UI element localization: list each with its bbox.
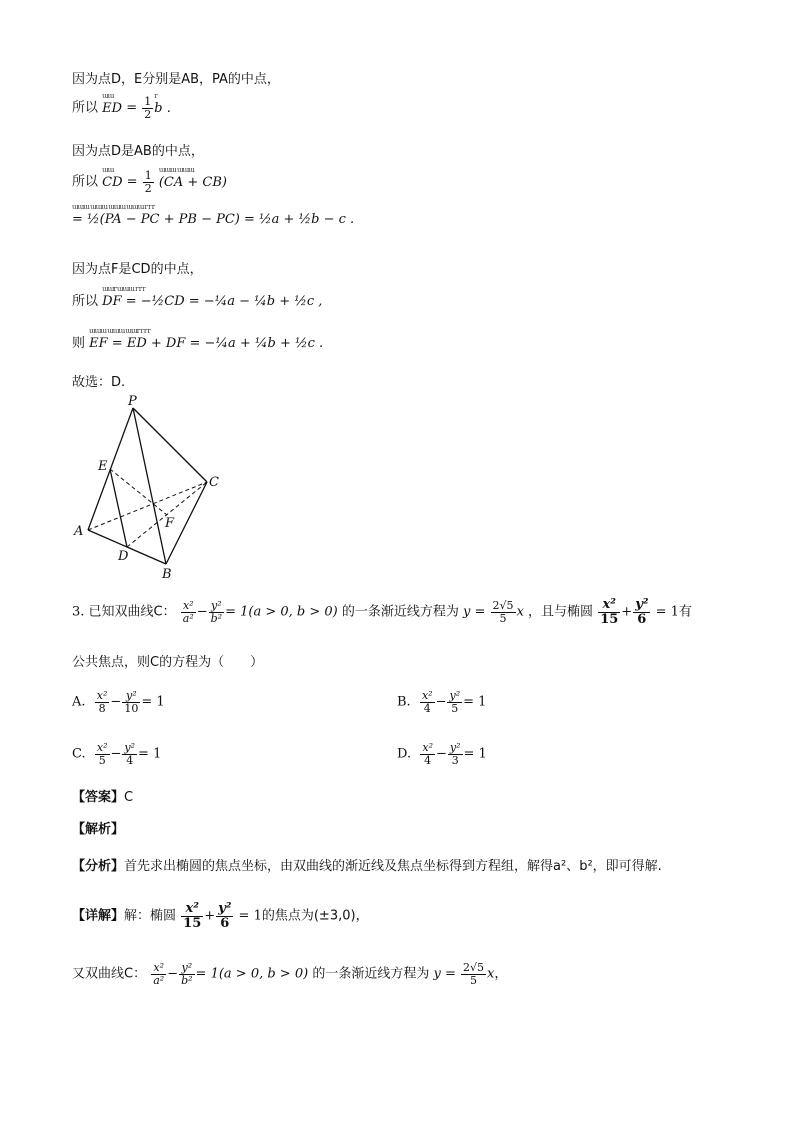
solution-line-4: 所以 ɯɯ CD = $\frac{1}{2}$ ɯɯɯ ɯɯɯ (CA + CB) (72, 165, 227, 195)
answer-value: C (124, 790, 134, 805)
edge-pb (133, 408, 166, 564)
solution-line-3: 因为点D是AB的中点， (72, 144, 204, 159)
analysis-tag: 【解析】 (72, 822, 125, 837)
detail-line-1: 【详解】解：椭圆 $\frac{\text{x²}}{15}$ + $\frac{\text{y²}}{6}$ = 1的焦点为(±3,0)， (72, 901, 369, 931)
solution-line-6: 因为点F是CD的中点， (72, 262, 203, 277)
question-text-d: 有 (678, 604, 692, 620)
question-3-line-2: 公共焦点，则C的方程为（ ） (72, 655, 264, 670)
solution-line-5: ɯɯɯ ɯɯɯ ɯɯɯ ɯɯɯ r r r = ½(PA − PC + PB − PC) = ½a + ½b − c . (72, 203, 355, 227)
solution-line-8-prefix: 则 (72, 336, 86, 351)
edge-pc (133, 408, 207, 482)
label-e: E (98, 459, 108, 474)
label-c: C (209, 475, 219, 490)
label-b: B (162, 567, 172, 582)
detail-line2-a: 又双曲线C： (72, 966, 147, 982)
segment-ed (110, 469, 127, 547)
option-b: B. $\frac{\text{x²}}{4}$ − $\frac{\text{y²}}{5}$ = 1 (397, 689, 487, 715)
option-d-label: D. (397, 746, 412, 762)
question-text-c: ，且与椭圆 (528, 604, 594, 620)
detail-line-2: 又双曲线C： $\frac{\text{x²}}{\text{a²}}$ − $\frac{\text{y²}}{\text{b²}}$ = 1(a > 0, b > 0) 的一条渐近线方程为 y = $\frac{2√5}{5}$ x， (72, 961, 508, 987)
solution-line-7: 所以 ɯɯr ɯɯɯ r r r DF = −½CD = −¼a − ¼b + ½c , (72, 285, 323, 309)
question-text-a: 已知双曲线C： (88, 604, 176, 620)
fenxi-tag: 【分析】 (72, 859, 125, 874)
detail-text-b: 的焦点为(±3,0)， (261, 908, 369, 924)
option-a-label: A. (72, 694, 86, 710)
fenxi-line (72, 855, 662, 874)
solution-line-9: 故选：D. (72, 375, 126, 390)
detail-text-a: 解：椭圆 (124, 908, 177, 924)
answer-tag: 【答案】 (72, 790, 125, 805)
detail-line2-b: 的一条渐近线方程为 (312, 966, 430, 982)
detail-tag: 【详解】 (72, 908, 125, 924)
label-a: A (74, 524, 84, 539)
question-3-line-1: 3. 已知双曲线C： $\frac{\text{x²}}{\text{a²}}$ − $\frac{\text{y²}}{\text{b²}}$ = 1(a > 0, b > 0) 的一条渐近线方程为 y = $\frac{2√5}{5}$ x ，且与椭圆 $\frac{\text{x²}}{15}$ + $\frac{\text{y²}}{6}$ = 1有 (72, 597, 692, 627)
label-p: P (128, 394, 137, 409)
label-d: D (118, 549, 129, 564)
label-f: F (165, 516, 175, 531)
fenxi-text: 首先求出椭圆的焦点坐标，由双曲线的渐近线及焦点坐标得到方程组，解得a²、b²，即可得解. (124, 859, 662, 874)
vector-sum-ca-cb: ɯɯɯ ɯɯɯ (CA + CB) (158, 165, 227, 190)
question-number: 3. (72, 604, 85, 620)
question-text-b: 的一条渐近线方程为 (341, 604, 459, 620)
edge-ac-hidden (88, 482, 207, 530)
vector-cd: ɯɯ CD (102, 165, 123, 190)
option-c: C. $\frac{\text{x²}}{5}$ − $\frac{\text{y²}}{4}$ = 1 (72, 741, 162, 767)
solution-line-7-prefix: 所以 (72, 294, 99, 309)
option-b-label: B. (397, 694, 411, 710)
solution-line-8: 则 ɯɯɯ ɯɯɯ ɯɯr r r r EF = ED + DF = −¼a + ¼b + ½c . (72, 327, 324, 351)
hyperbola-condition: = 1(a > 0, b > 0) (225, 604, 338, 620)
solution-line-4-prefix: 所以 (72, 174, 99, 190)
solution-line-1: 因为点D，E分别是AB，PA的中点， (72, 72, 280, 87)
vector-ed: ɯɯ ED (102, 91, 123, 116)
tetrahedron-figure (60, 390, 240, 585)
option-d: D. $\frac{\text{x²}}{4}$ − $\frac{\text{y²}}{3}$ = 1 (397, 741, 487, 767)
option-c-label: C. (72, 746, 86, 762)
solution-line-2-prefix: 所以 (72, 100, 99, 116)
answer-line (72, 786, 133, 805)
option-a: A. $\frac{\text{x²}}{8}$ − $\frac{\text{y²}}{10}$ = 1 (72, 689, 165, 715)
solution-line-2: 所以 ɯɯ ED = $\frac{1}{2}$ r b . (72, 91, 171, 121)
